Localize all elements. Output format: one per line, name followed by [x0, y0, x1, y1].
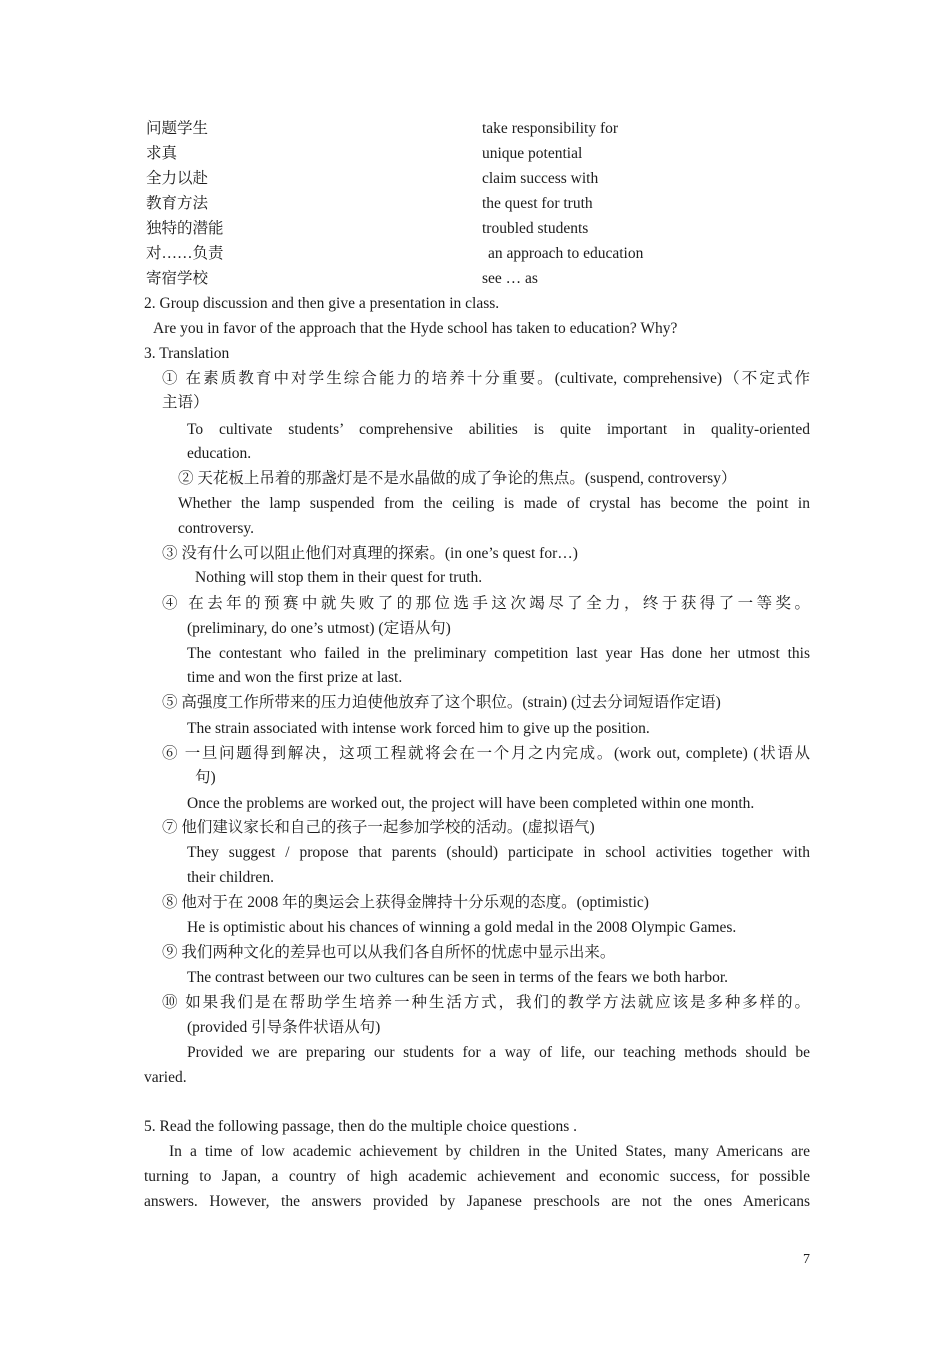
item8-en-line1: He is optimistic about his chances of winning a gold medal in the 2008 Olympic Games.: [187, 919, 737, 936]
vocab-right-7: see … as: [482, 270, 538, 287]
item1-zh-line2: 主语）: [162, 394, 209, 411]
item2-zh-line1: ② 天花板上吊着的那盏灯是不是水晶做的成了争论的焦点。(suspend, controversy）: [178, 470, 737, 487]
vocab-right-4: the quest for truth: [482, 195, 593, 212]
item5-en-line1: The strain associated with intense work forced him to give up the position.: [187, 720, 650, 737]
item2-en-line1: Whether the lamp suspended from the ceiling is made of crystal has become the point in: [178, 495, 810, 512]
vocab-right-6: an approach to education: [488, 245, 644, 262]
section2-heading: 2. Group discussion and then give a presentation in class.: [144, 295, 500, 312]
vocab-left-7: 寄宿学校: [146, 270, 209, 287]
section3-heading: 3. Translation: [144, 345, 230, 362]
item2-en-line2: controversy.: [178, 520, 255, 537]
section5-heading: 5. Read the following passage, then do the multiple choice questions .: [144, 1118, 578, 1135]
passage-line2: turning to Japan, a country of high academic achievement and economic success, for possible: [144, 1168, 810, 1185]
item8-zh-line1: ⑧ 他对于在 2008 年的奥运会上获得金牌持十分乐观的态度。(optimistic): [162, 894, 649, 911]
item4-zh-line2: (preliminary, do one’s utmost) (定语从句): [187, 620, 451, 637]
vocab-right-2: unique potential: [482, 145, 583, 162]
item7-en-line1: They suggest / propose that parents (should) participate in school activities together with: [187, 844, 810, 861]
item3-en-line1: Nothing will stop them in their quest for truth.: [195, 569, 483, 586]
passage-line3: answers. However, the answers provided by Japanese preschools are not the ones Americans: [144, 1193, 810, 1210]
item10-zh-line2: (provided 引导条件状语从句): [187, 1019, 381, 1036]
vocab-left-1: 问题学生: [146, 120, 209, 137]
item4-en-line1: The contestant who failed in the preliminary competition last year Has done her utmost this: [187, 645, 810, 662]
vocab-left-6: 对……负责: [146, 245, 224, 262]
vocab-left-2: 求真: [146, 145, 178, 162]
vocab-right-5: troubled students: [482, 220, 589, 237]
item9-zh-line1: ⑨ 我们两种文化的差异也可以从我们各自所怀的忧虑中显示出来。: [162, 944, 616, 961]
item6-zh-line1: ⑥ 一旦问题得到解决，这项工程就将会在一个月之内完成。(work out, complete) (状语从: [162, 745, 810, 762]
vocab-left-3: 全力以赴: [146, 170, 209, 187]
section2-question: Are you in favor of the approach that the Hyde school has taken to education? Why?: [153, 320, 678, 337]
item7-zh-line1: ⑦ 他们建议家长和自己的孩子一起参加学校的活动。(虚拟语气): [162, 819, 595, 836]
vocab-right-3: claim success with: [482, 170, 599, 187]
item1-zh-line1: ① 在素质教育中对学生综合能力的培养十分重要。(cultivate, comprehensive)（不定式作: [162, 370, 810, 387]
item4-en-line2: time and won the first prize at last.: [187, 669, 403, 686]
item10-en-line2: varied.: [144, 1069, 187, 1086]
item1-en-line1: To cultivate students’ comprehensive abilities is quite important in quality-oriented: [187, 421, 810, 438]
item10-en-line1: Provided we are preparing our students for a way of life, our teaching methods should be: [187, 1044, 810, 1061]
item6-zh-line2: 句): [195, 769, 216, 786]
page-number: 7: [803, 1252, 810, 1267]
vocab-left-5: 独特的潜能: [146, 220, 224, 237]
item3-zh-line1: ③ 没有什么可以阻止他们对真理的探索。(in one’s quest for…): [162, 545, 578, 562]
vocab-left-4: 教育方法: [146, 195, 209, 212]
item5-zh-line1: ⑤ 高强度工作所带来的压力迫使他放弃了这个职位。(strain) (过去分词短语作定语): [162, 694, 721, 711]
vocab-right-1: take responsibility for: [482, 120, 619, 137]
item1-en-line2: education.: [187, 445, 252, 462]
item9-en-line1: The contrast between our two cultures can be seen in terms of the fears we both harbor.: [187, 969, 729, 986]
item7-en-line2: their children.: [187, 869, 274, 886]
item10-zh-line1: ⑩ 如果我们是在帮助学生培养一种生活方式，我们的教学方法就应该是多种多样的。: [162, 994, 810, 1011]
item6-en-line1: Once the problems are worked out, the project will have been completed within one month.: [187, 795, 755, 812]
passage-line1: In a time of low academic achievement by children in the United States, many Americans are: [169, 1143, 810, 1160]
item4-zh-line1: ④ 在去年的预赛中就失败了的那位选手这次竭尽了全力，终于获得了一等奖。: [162, 595, 810, 612]
